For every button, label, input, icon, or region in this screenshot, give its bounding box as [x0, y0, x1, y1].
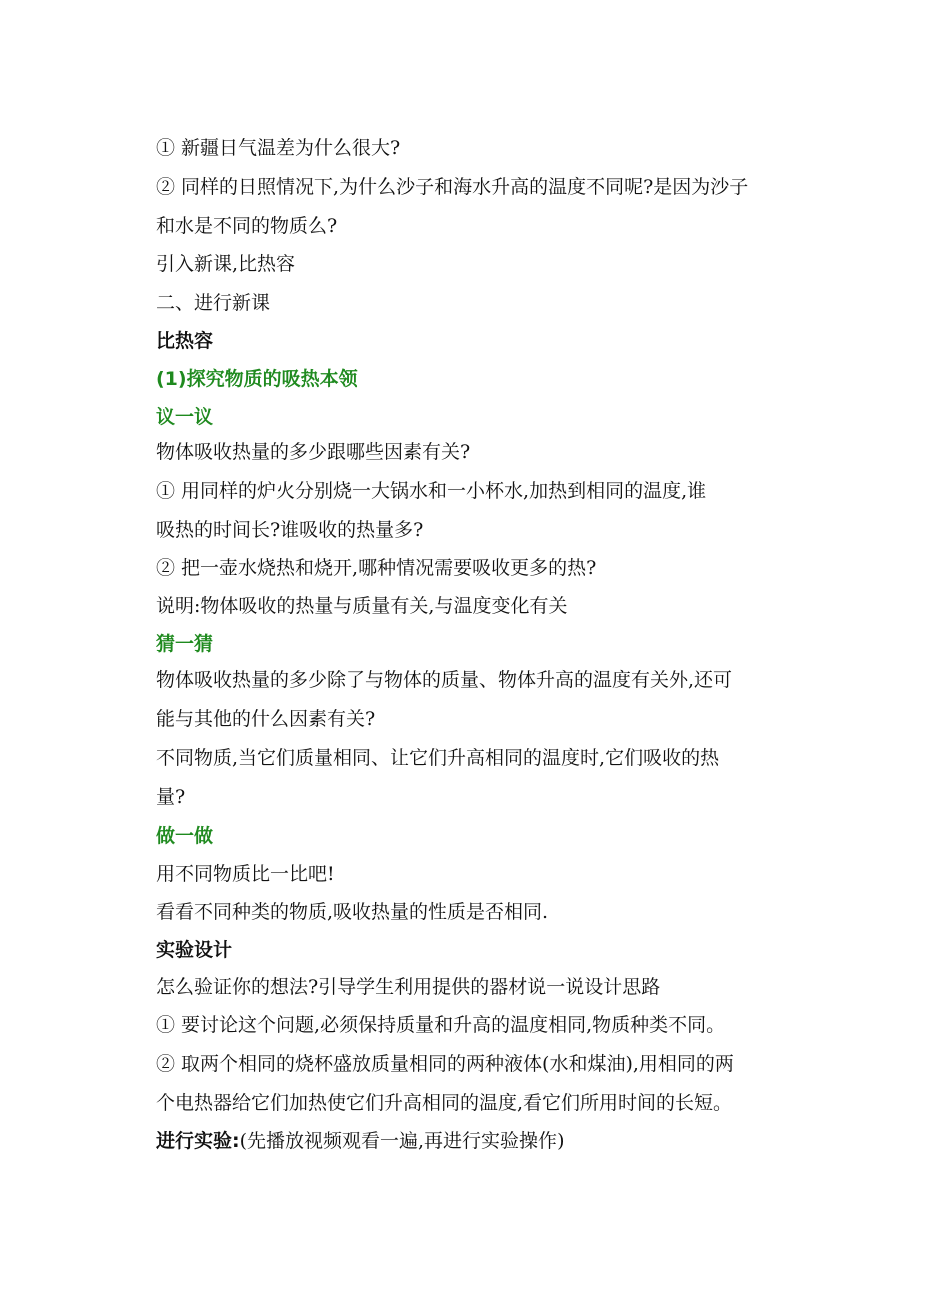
do-line-1: 用不同物质比一比吧! — [156, 863, 335, 885]
guess-question-2-line-1: 不同物质,当它们质量相同、让它们升高相同的温度时,它们吸收的热 — [156, 747, 720, 769]
do-line-2: 看看不同种类的物质,吸收热量的性质是否相同. — [156, 901, 549, 923]
discuss-item-1-line-1: ① 用同样的炉火分别烧一大锅水和一小杯水,加热到相同的温度,谁 — [156, 480, 707, 502]
design-item-1: ① 要讨论这个问题,必须保持质量和升高的温度相同,物质种类不同。 — [156, 1014, 726, 1036]
do-heading: 做一做 — [156, 825, 214, 847]
guess-question-2-line-2: 量? — [156, 786, 186, 808]
design-item-2-line-2: 个电热器给它们加热使它们升高相同的温度,看它们所用时间的长短。 — [156, 1092, 733, 1114]
design-heading: 实验设计 — [156, 939, 233, 961]
guess-question-1-line-1: 物体吸收热量的多少除了与物体的质量、物体升高的温度有关外,还可 — [156, 669, 733, 691]
guess-question-1-line-2: 能与其他的什么因素有关? — [156, 708, 376, 730]
intro-question-1: ① 新疆日气温差为什么很大? — [156, 137, 401, 159]
lead-in-text: 引入新课,比热容 — [156, 253, 296, 275]
discuss-item-2: ② 把一壶水烧热和烧开,哪种情况需要吸收更多的热? — [156, 557, 597, 579]
discuss-heading: 议一议 — [156, 406, 214, 428]
intro-question-2-line-1: ② 同样的日照情况下,为什么沙子和海水升高的温度不同呢?是因为沙子 — [156, 176, 749, 198]
discuss-item-1-line-2: 吸热的时间长?谁吸收的热量多? — [156, 519, 424, 541]
topic-heading: 比热容 — [156, 330, 214, 352]
subtopic-heading: (1)探究物质的吸热本领 — [156, 368, 358, 390]
section-title: 二、进行新课 — [156, 292, 271, 314]
experiment-label: 进行实验: — [156, 1130, 240, 1152]
experiment-note: (先播放视频观看一遍,再进行实验操作) — [239, 1130, 565, 1152]
design-item-2-line-1: ② 取两个相同的烧杯盛放质量相同的两种液体(水和煤油),用相同的两 — [156, 1053, 734, 1075]
intro-question-2-line-2: 和水是不同的物质么? — [156, 215, 338, 237]
discuss-question: 物体吸收热量的多少跟哪些因素有关? — [156, 441, 471, 463]
design-intro: 怎么验证你的想法?引导学生利用提供的器材说一说设计思路 — [156, 976, 661, 998]
discuss-explanation: 说明:物体吸收的热量与质量有关,与温度变化有关 — [156, 595, 568, 617]
experiment-line — [156, 1129, 802, 1153]
guess-heading: 猜一猜 — [156, 633, 214, 655]
